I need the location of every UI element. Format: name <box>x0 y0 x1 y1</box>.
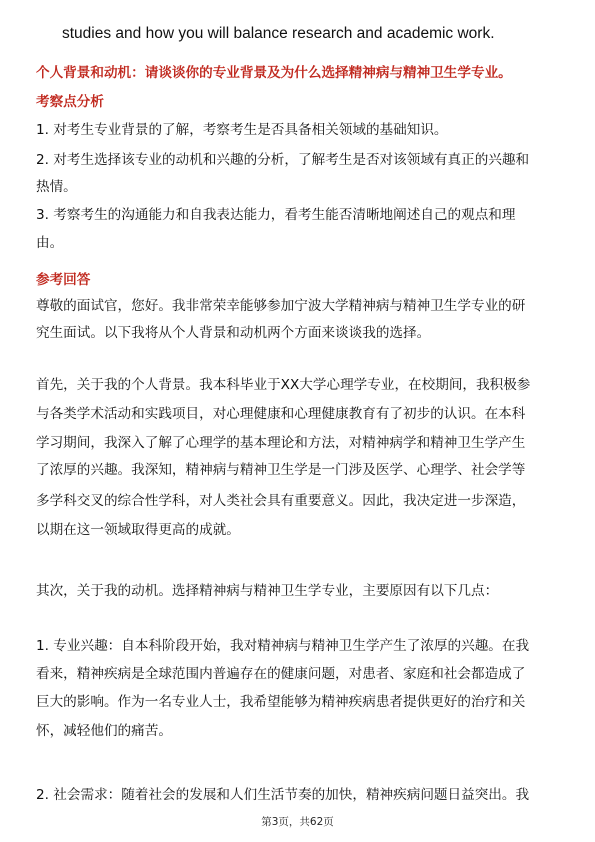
analysis-line: 2. 对考生选择该专业的动机和兴趣的分析，了解考生是否对该领域有真正的兴趣和 <box>36 152 530 168</box>
answer-line: 与各类学术活动和实践项目，对心理健康和心理健康教育有了初步的认识。在本科 <box>36 406 526 422</box>
page-footer: 第3页，共62页 <box>261 816 334 828</box>
answer-line: 看来，精神疾病是全球范围内普遍存在的健康问题，对患者、家庭和社会都造成了 <box>36 666 526 682</box>
question-title: 个人背景和动机：请谈谈你的专业背景及为什么选择精神病与精神卫生学专业。 <box>36 65 512 81</box>
answer-line: 巨大的影响。作为一名专业人士，我希望能够为精神疾病患者提供更好的治疗和关 <box>36 694 526 710</box>
answer-line: 2. 社会需求：随着社会的发展和人们生活节奏的加快，精神疾病问题日益突出。我 <box>36 787 530 803</box>
answer-line: 以期在这一领域取得更高的成就。 <box>36 522 240 538</box>
answer-line: 首先，关于我的个人背景。我本科毕业于XX大学心理学专业，在校期间，我积极参 <box>36 377 531 393</box>
analysis-line: 3. 考察考生的沟通能力和自我表达能力，看考生能否清晰地阐述自己的观点和理 <box>36 207 516 223</box>
answer-line: 多学科交叉的综合性学科，对人类社会具有重要意义。因此，我决定进一步深造， <box>36 493 526 509</box>
answer-heading: 参考回答 <box>36 272 91 288</box>
analysis-line: 1. 对考生专业背景的了解，考察考生是否具备相关领域的基础知识。 <box>36 122 448 138</box>
answer-line: 学习期间，我深入了解了心理学的基本理论和方法，对精神病学和精神卫生学产生 <box>36 435 526 451</box>
answer-line: 其次，关于我的动机。选择精神病与精神卫生学专业，主要原因有以下几点： <box>36 583 499 599</box>
analysis-line: 热情。 <box>36 179 77 195</box>
answer-line: 1. 专业兴趣：自本科阶段开始，我对精神病与精神卫生学产生了浓厚的兴趣。在我 <box>36 638 530 654</box>
answer-line: 了浓厚的兴趣。我深知，精神病与精神卫生学是一门涉及医学、心理学、社会学等 <box>36 462 526 478</box>
answer-line: 究生面试。以下我将从个人背景和动机两个方面来谈谈我的选择。 <box>36 325 431 341</box>
analysis-heading: 考察点分析 <box>36 94 104 110</box>
intro-tail-text: studies and how you will balance research and academic work. <box>62 25 495 42</box>
answer-line: 怀，减轻他们的痛苦。 <box>36 723 172 739</box>
analysis-line: 由。 <box>36 235 64 251</box>
answer-line: 尊敬的面试官，您好。我非常荣幸能够参加宁波大学精神病与精神卫生学专业的研 <box>36 298 526 314</box>
